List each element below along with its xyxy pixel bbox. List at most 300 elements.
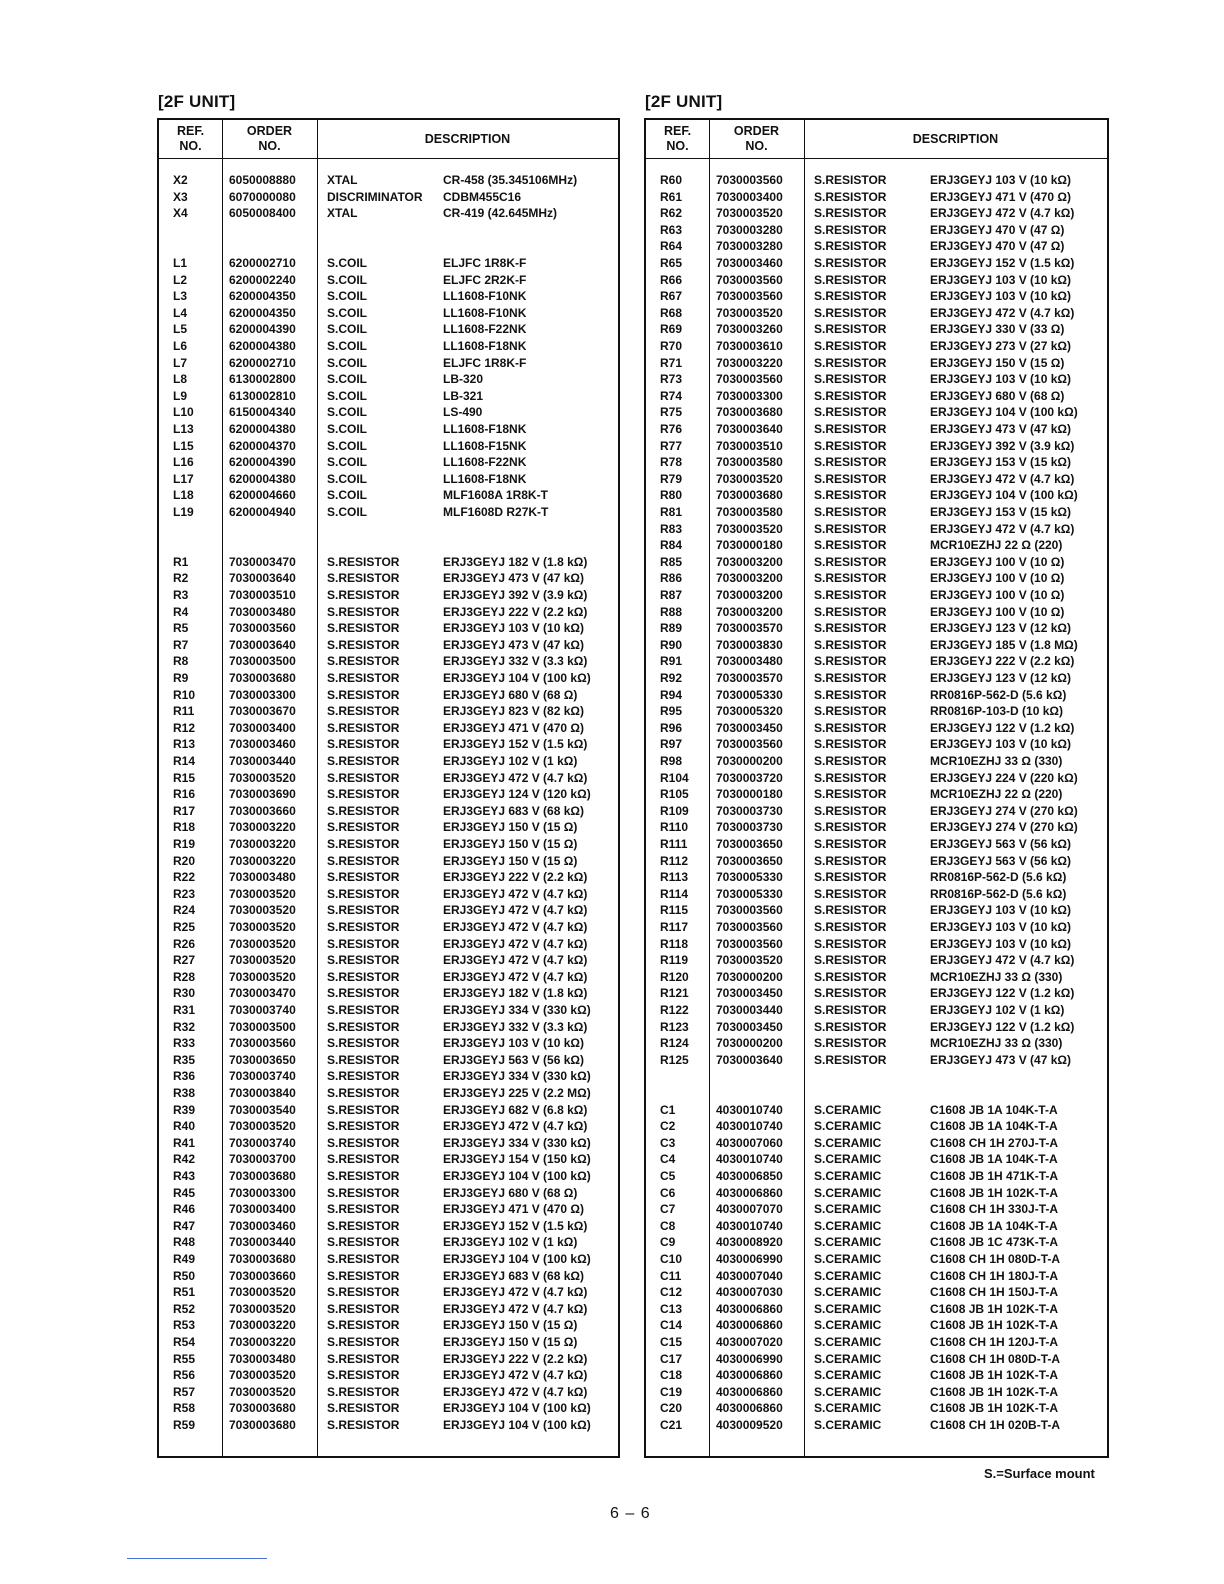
header-divider — [646, 158, 1107, 159]
order-no: 7030003560 — [716, 173, 783, 187]
part-type: S.CERAMIC — [814, 1218, 882, 1233]
part-spec: C1608 JB 1H 102K-T-A — [930, 1185, 1059, 1200]
ref-no: R104 — [660, 770, 689, 785]
part-spec: ERJ3GEYJ 472 V (4.7 kΩ) — [443, 953, 588, 968]
part-spec: ERJ3GEYJ 472 V (4.7 kΩ) — [443, 886, 588, 901]
table-row — [159, 570, 618, 587]
ref-no: L1 — [173, 256, 188, 270]
ref-no: C4 — [660, 1152, 676, 1167]
table-row — [159, 1019, 618, 1036]
part-type: S.RESISTOR — [327, 1335, 400, 1349]
order-no: 4030006860 — [716, 1368, 783, 1383]
ref-no: R57 — [173, 1384, 196, 1399]
part-spec: ERJ3GEYJ 222 V (2.2 kΩ) — [443, 1351, 588, 1366]
ref-no: R19 — [173, 837, 196, 851]
part-spec: ERJ3GEYJ 100 V (10 Ω) — [930, 554, 1065, 569]
order-no: 7030003470 — [229, 986, 296, 1001]
order-no: 7030003560 — [229, 1036, 296, 1051]
part-type: S.RESISTOR — [327, 1169, 400, 1183]
table-row — [646, 421, 1107, 438]
part-spec: ERJ3GEYJ 472 V (4.7 kΩ) — [443, 770, 588, 785]
order-no: 7030003450 — [716, 1019, 783, 1034]
table-row — [159, 172, 618, 189]
order-no: 7030003510 — [229, 588, 296, 602]
order-no: 7030003560 — [716, 272, 783, 287]
order-no: 7030000180 — [716, 787, 783, 802]
part-spec: ERJ3GEYJ 471 V (470 Ω) — [443, 720, 585, 735]
table-row — [646, 305, 1107, 322]
table-row — [159, 1400, 618, 1417]
order-no: 7030003640 — [229, 637, 296, 652]
ref-no: R96 — [660, 720, 683, 735]
part-spec: ELJFC 1R8K-F — [443, 256, 527, 270]
order-no: 7030003440 — [716, 1003, 783, 1017]
order-no: 7030003570 — [716, 621, 783, 636]
part-spec: MCR10EZHJ 33 Ω (330) — [930, 1036, 1063, 1051]
part-spec: ERJ3GEYJ 123 V (12 kΩ) — [930, 671, 1072, 685]
part-spec: C1608 JB 1H 102K-T-A — [930, 1301, 1059, 1316]
ref-no: R90 — [660, 637, 683, 652]
part-type: S.RESISTOR — [327, 554, 400, 569]
ref-no: R76 — [660, 422, 683, 436]
ref-no: R74 — [660, 388, 683, 403]
part-spec: ELJFC 1R8K-F — [443, 355, 527, 370]
part-spec: ERJ3GEYJ 103 V (10 kΩ) — [930, 289, 1072, 304]
table-row — [646, 803, 1107, 820]
order-no: 6200002710 — [229, 355, 296, 370]
order-no: 6200004380 — [229, 471, 296, 486]
ref-no: R25 — [173, 920, 196, 934]
ref-no: R67 — [660, 289, 683, 304]
ref-no: R49 — [173, 1252, 196, 1266]
part-type: S.RESISTOR — [327, 1069, 400, 1084]
part-type: S.RESISTOR — [327, 803, 400, 818]
order-no: 7030000200 — [716, 1036, 783, 1051]
ref-no: X4 — [173, 206, 188, 221]
part-spec: ERJ3GEYJ 153 V (15 kΩ) — [930, 505, 1072, 519]
order-no: 6130002810 — [229, 388, 296, 403]
part-spec: C1608 JB 1H 102K-T-A — [930, 1368, 1059, 1383]
ref-no: R88 — [660, 604, 683, 619]
part-type: S.RESISTOR — [814, 206, 887, 221]
part-type: S.RESISTOR — [327, 604, 400, 619]
order-no: 6150004340 — [229, 405, 296, 420]
part-type: S.RESISTOR — [814, 920, 887, 934]
table-row — [646, 238, 1107, 255]
ref-no: R18 — [173, 820, 196, 835]
order-no: 7030003220 — [229, 837, 296, 851]
ref-no: R50 — [173, 1268, 196, 1283]
part-spec: ERJ3GEYJ 473 V (47 kΩ) — [443, 637, 585, 652]
ref-no-header: REF. NO. — [663, 124, 692, 153]
order-no: 7030003400 — [229, 1202, 296, 1217]
part-spec: ERJ3GEYJ 103 V (10 kΩ) — [930, 936, 1072, 951]
description-header: DESCRIPTION — [912, 131, 999, 146]
ref-no: R105 — [660, 787, 689, 802]
ref-no: R30 — [173, 986, 196, 1001]
ref-no: R113 — [660, 870, 689, 885]
part-type: S.RESISTOR — [814, 604, 887, 619]
order-no: 4030006860 — [716, 1318, 783, 1333]
table-row — [159, 604, 618, 621]
part-spec: CDBM455C16 — [443, 189, 522, 204]
part-spec: ERJ3GEYJ 472 V (4.7 kΩ) — [443, 1384, 588, 1399]
order-no: 7030003540 — [229, 1102, 296, 1117]
table-row — [646, 1317, 1107, 1334]
ref-no: R71 — [660, 355, 683, 370]
part-type: S.RESISTOR — [814, 886, 887, 901]
table-row — [646, 454, 1107, 471]
table-row — [646, 670, 1107, 687]
ref-no: C1 — [660, 1102, 676, 1117]
part-type: S.RESISTOR — [814, 820, 887, 835]
table-row — [646, 703, 1107, 720]
order-no: 7030003560 — [716, 737, 783, 752]
order-no: 7030003680 — [229, 1401, 296, 1416]
order-no: 6200004350 — [229, 289, 296, 304]
part-spec: ERJ3GEYJ 102 V (1 kΩ) — [443, 754, 578, 768]
table-row — [159, 1367, 618, 1384]
part-spec: ERJ3GEYJ 152 V (1.5 kΩ) — [443, 737, 588, 752]
ref-no: R40 — [173, 1119, 196, 1134]
part-type: S.RESISTOR — [327, 654, 400, 669]
order-no: 7030003560 — [716, 903, 783, 918]
part-type: S.RESISTOR — [814, 1036, 887, 1051]
part-spec: ERJ3GEYJ 472 V (4.7 kΩ) — [930, 521, 1075, 536]
table-row — [646, 1135, 1107, 1152]
part-spec: ERJ3GEYJ 473 V (47 kΩ) — [930, 422, 1072, 436]
part-spec: C1608 JB 1H 102K-T-A — [930, 1401, 1059, 1416]
part-spec: ERJ3GEYJ 470 V (47 Ω) — [930, 222, 1065, 237]
order-no: 7030003730 — [716, 820, 783, 835]
table-row — [646, 853, 1107, 870]
table-row — [646, 1218, 1107, 1235]
order-no: 4030009520 — [716, 1418, 783, 1432]
ref-no: R46 — [173, 1202, 196, 1217]
part-spec: ERJ3GEYJ 222 V (2.2 kΩ) — [443, 604, 588, 619]
part-spec: ERJ3GEYJ 222 V (2.2 kΩ) — [930, 654, 1075, 669]
table-row — [646, 1301, 1107, 1318]
part-type: S.COIL — [327, 488, 368, 503]
part-spec: ERJ3GEYJ 104 V (100 kΩ) — [930, 405, 1078, 420]
order-no: 7030003560 — [716, 920, 783, 934]
part-type: S.RESISTOR — [814, 272, 887, 287]
part-type: S.CERAMIC — [814, 1351, 882, 1366]
order-no: 7030003680 — [716, 488, 783, 503]
table-row — [646, 1351, 1107, 1368]
part-type: S.RESISTOR — [814, 787, 887, 802]
part-spec: ERJ3GEYJ 683 V (68 kΩ) — [443, 803, 585, 818]
part-spec: ERJ3GEYJ 154 V (150 kΩ) — [443, 1152, 591, 1167]
part-type: S.RESISTOR — [327, 986, 400, 1001]
part-spec: C1608 CH 1H 120J-T-A — [930, 1335, 1059, 1349]
order-no: 6050008400 — [229, 206, 296, 221]
table-row — [646, 952, 1107, 969]
table-row — [646, 587, 1107, 604]
part-spec: ERJ3GEYJ 332 V (3.3 kΩ) — [443, 654, 588, 669]
table-row — [159, 504, 618, 521]
ref-no: R70 — [660, 339, 683, 353]
part-type: S.RESISTOR — [327, 1185, 400, 1200]
part-spec: ERJ3GEYJ 563 V (56 kΩ) — [930, 853, 1072, 868]
ref-no: R85 — [660, 554, 683, 569]
part-spec: ERJ3GEYJ 150 V (15 Ω) — [443, 1318, 578, 1333]
part-type: S.COIL — [327, 355, 368, 370]
ref-no: R124 — [660, 1036, 689, 1051]
part-spec: C1608 JB 1A 104K-T-A — [930, 1102, 1058, 1117]
part-spec: ERJ3GEYJ 472 V (4.7 kΩ) — [443, 936, 588, 951]
order-no: 7030003680 — [229, 671, 296, 685]
ref-no: L18 — [173, 488, 194, 503]
part-type: S.RESISTOR — [814, 903, 887, 918]
table-row — [159, 770, 618, 787]
table-row — [646, 1102, 1107, 1119]
table-row — [159, 189, 618, 206]
order-no: 7030003680 — [229, 1169, 296, 1183]
part-spec: ERJ3GEYJ 103 V (10 kΩ) — [930, 903, 1072, 918]
part-spec: RR0816P-103-D (10 kΩ) — [930, 704, 1064, 719]
order-no: 7030005330 — [716, 687, 783, 702]
order-no: 7030003740 — [229, 1003, 296, 1017]
ref-no: R112 — [660, 853, 689, 868]
part-type: S.RESISTOR — [327, 1152, 400, 1167]
table-row — [159, 1052, 618, 1069]
order-no: 7030003520 — [229, 886, 296, 901]
table-row — [646, 570, 1107, 587]
table-row — [159, 1268, 618, 1285]
order-no: 6200002240 — [229, 272, 296, 287]
table-row — [159, 1002, 618, 1019]
ref-no: R13 — [173, 737, 196, 752]
table-row — [646, 1268, 1107, 1285]
part-type: S.RESISTOR — [814, 654, 887, 669]
table-row — [646, 487, 1107, 504]
ref-no: R94 — [660, 687, 683, 702]
ref-no: R43 — [173, 1169, 196, 1183]
ref-no: L4 — [173, 305, 188, 320]
part-type: S.RESISTOR — [814, 538, 887, 553]
part-spec: ERJ3GEYJ 274 V (270 kΩ) — [930, 820, 1078, 835]
order-no: 7030003220 — [229, 1335, 296, 1349]
part-spec: ERJ3GEYJ 182 V (1.8 kΩ) — [443, 986, 588, 1001]
left-unit-title: [2F UNIT] — [158, 92, 236, 111]
part-type: S.RESISTOR — [327, 1052, 400, 1067]
ref-no: R26 — [173, 936, 196, 951]
order-no: 4030010740 — [716, 1119, 783, 1134]
table-row — [646, 1019, 1107, 1036]
part-type: S.RESISTOR — [814, 322, 887, 337]
part-type: S.RESISTOR — [327, 737, 400, 752]
order-no: 7030003200 — [716, 571, 783, 586]
part-type: S.RESISTOR — [814, 1003, 887, 1017]
part-type: S.RESISTOR — [814, 1052, 887, 1067]
ref-no: R51 — [173, 1285, 196, 1300]
part-spec: CR-458 (35.345106MHz) — [443, 173, 578, 187]
table-row — [646, 886, 1107, 903]
part-type: S.CERAMIC — [814, 1268, 882, 1283]
part-spec: LL1608-F18NK — [443, 471, 527, 486]
ref-no: L5 — [173, 322, 188, 337]
part-type: S.RESISTOR — [814, 438, 887, 453]
part-spec: LL1608-F18NK — [443, 422, 527, 436]
part-type: S.RESISTOR — [814, 803, 887, 818]
part-spec: ERJ3GEYJ 222 V (2.2 kΩ) — [443, 870, 588, 885]
part-type: S.CERAMIC — [814, 1335, 882, 1349]
part-spec: C1608 JB 1A 104K-T-A — [930, 1152, 1058, 1167]
table-row — [159, 902, 618, 919]
part-spec: ERJ3GEYJ 472 V (4.7 kΩ) — [443, 1119, 588, 1134]
part-spec: MCR10EZHJ 33 Ω (330) — [930, 754, 1063, 768]
part-spec: ERJ3GEYJ 472 V (4.7 kΩ) — [443, 920, 588, 934]
part-type: S.RESISTOR — [814, 720, 887, 735]
part-spec: C1608 JB 1C 473K-T-A — [930, 1235, 1059, 1250]
table-row — [159, 1234, 618, 1251]
ref-no: R20 — [173, 853, 196, 868]
table-row — [646, 172, 1107, 189]
part-type: S.RESISTOR — [814, 554, 887, 569]
ref-no: C9 — [660, 1235, 676, 1250]
order-no: 7030003660 — [229, 1268, 296, 1283]
part-spec: LL1608-F10NK — [443, 289, 527, 304]
ref-no: C14 — [660, 1318, 683, 1333]
ref-no: L16 — [173, 455, 194, 470]
part-type: S.RESISTOR — [814, 853, 887, 868]
ref-no: R2 — [173, 571, 189, 586]
table-row — [646, 404, 1107, 421]
ref-no: R91 — [660, 654, 683, 669]
table-row — [159, 1151, 618, 1168]
table-row — [646, 504, 1107, 521]
ref-no: R32 — [173, 1019, 196, 1034]
ref-no: R39 — [173, 1102, 196, 1117]
part-type: S.RESISTOR — [814, 936, 887, 951]
ref-no: C13 — [660, 1301, 683, 1316]
order-no: 4030010740 — [716, 1102, 783, 1117]
ref-no: R87 — [660, 588, 683, 602]
part-spec: LS-490 — [443, 405, 483, 420]
ref-no: R66 — [660, 272, 683, 287]
ref-no: R69 — [660, 322, 683, 337]
part-type: S.RESISTOR — [814, 986, 887, 1001]
ref-no: R17 — [173, 803, 196, 818]
ref-no: R110 — [660, 820, 689, 835]
order-no: 7030003220 — [229, 853, 296, 868]
order-no: 4030007060 — [716, 1135, 783, 1150]
order-no: 7030003520 — [229, 953, 296, 968]
table-row — [159, 952, 618, 969]
table-row — [159, 321, 618, 338]
part-spec: ERJ3GEYJ 150 V (15 Ω) — [443, 853, 578, 868]
order-no: 7030003660 — [229, 803, 296, 818]
table-row — [159, 487, 618, 504]
table-row — [646, 604, 1107, 621]
part-type: S.RESISTOR — [327, 886, 400, 901]
table-row — [646, 736, 1107, 753]
table-row — [646, 1185, 1107, 1202]
part-spec: C1608 CH 1H 020B-T-A — [930, 1418, 1061, 1432]
part-type: S.COIL — [327, 372, 368, 387]
part-type: S.RESISTOR — [814, 953, 887, 968]
order-no: 4030006860 — [716, 1401, 783, 1416]
part-spec: LL1608-F18NK — [443, 339, 527, 353]
part-type: S.RESISTOR — [327, 1384, 400, 1399]
order-no: 7030003700 — [229, 1152, 296, 1167]
table-row — [159, 272, 618, 289]
order-no: 4030006860 — [716, 1185, 783, 1200]
order-no: 7030000200 — [716, 969, 783, 984]
table-row — [159, 288, 618, 305]
order-no: 7030003520 — [716, 471, 783, 486]
part-spec: ERJ3GEYJ 104 V (100 kΩ) — [443, 1401, 591, 1416]
part-spec: ERJ3GEYJ 103 V (10 kΩ) — [930, 272, 1072, 287]
ref-no: R45 — [173, 1185, 196, 1200]
order-no: 4030006990 — [716, 1351, 783, 1366]
ref-no: L6 — [173, 339, 188, 353]
ref-no: C12 — [660, 1285, 683, 1300]
ref-no: C10 — [660, 1252, 683, 1266]
table-row — [646, 786, 1107, 803]
part-type: S.RESISTOR — [814, 239, 887, 254]
ref-no: R16 — [173, 787, 196, 802]
table-row — [159, 786, 618, 803]
ref-no: R28 — [173, 969, 196, 984]
part-spec: ERJ3GEYJ 104 V (100 kΩ) — [443, 1418, 591, 1432]
ref-no: R125 — [660, 1052, 689, 1067]
ref-no: R123 — [660, 1019, 689, 1034]
ref-no: C6 — [660, 1185, 676, 1200]
table-row — [159, 1201, 618, 1218]
part-spec: ERJ3GEYJ 100 V (10 Ω) — [930, 588, 1065, 602]
table-row — [646, 1367, 1107, 1384]
part-type: S.RESISTOR — [327, 571, 400, 586]
ref-no: R111 — [660, 837, 688, 851]
ref-no: R33 — [173, 1036, 196, 1051]
part-type: S.CERAMIC — [814, 1418, 882, 1432]
description-header: DESCRIPTION — [424, 131, 511, 146]
ref-no: R73 — [660, 372, 683, 387]
part-spec: ERJ3GEYJ 330 V (33 Ω) — [930, 322, 1065, 337]
part-spec: RR0816P-562-D (5.6 kΩ) — [930, 870, 1067, 885]
order-no-header: ORDER NO. — [246, 124, 293, 153]
order-no: 7030003650 — [716, 837, 783, 851]
table-row — [159, 1384, 618, 1401]
order-no: 7030003200 — [716, 604, 783, 619]
table-row — [159, 338, 618, 355]
order-no: 7030003520 — [229, 920, 296, 934]
ref-no: R64 — [660, 239, 683, 254]
order-no: 7030003640 — [716, 422, 783, 436]
part-type: S.COIL — [327, 438, 368, 453]
ref-no: R12 — [173, 720, 196, 735]
ref-no: L19 — [173, 505, 194, 519]
part-spec: ELJFC 2R2K-F — [443, 272, 527, 287]
table-row — [646, 836, 1107, 853]
part-spec: ERJ3GEYJ 392 V (3.9 kΩ) — [930, 438, 1075, 453]
part-type: S.RESISTOR — [327, 1418, 400, 1432]
order-no: 4030006860 — [716, 1384, 783, 1399]
table-row — [159, 454, 618, 471]
part-type: S.RESISTOR — [327, 1268, 400, 1283]
ref-no: R109 — [660, 803, 689, 818]
table-row — [159, 1218, 618, 1235]
ref-no-header: REF. NO. — [176, 124, 205, 153]
part-type: S.RESISTOR — [814, 621, 887, 636]
part-type: S.CERAMIC — [814, 1252, 882, 1266]
ref-no: R52 — [173, 1301, 196, 1316]
ref-no: R9 — [173, 671, 189, 685]
order-no: 7030003650 — [229, 1052, 296, 1067]
part-type: S.RESISTOR — [814, 189, 887, 204]
